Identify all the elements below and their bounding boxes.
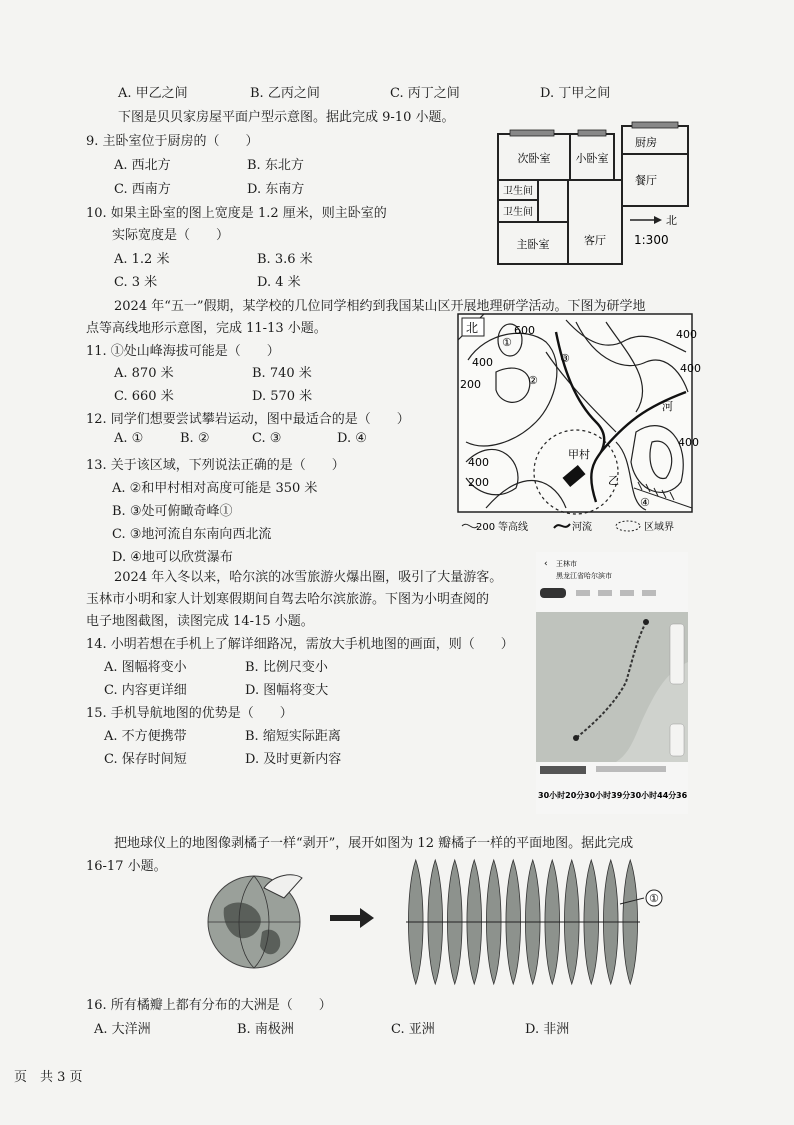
fp-room-8: 客厅 bbox=[584, 234, 606, 247]
fp-room-2: 小卧室 bbox=[575, 152, 609, 165]
q10-c: C. 3 米 bbox=[114, 275, 158, 290]
contour-400-d: 400 bbox=[468, 456, 489, 469]
fp-room-1: 次卧室 bbox=[517, 152, 551, 165]
arrow-right-icon bbox=[330, 908, 376, 928]
fp-scale: 1:300 bbox=[634, 233, 669, 247]
legend-contour-value: 200 bbox=[476, 522, 496, 533]
q12-c: C. ③ bbox=[252, 431, 282, 446]
intro-16-17-line1: 把地球仪上的地图像剥橘子一样“剥开”，展开如图为 12 瓣橘子一样的平面地图。据此完成 bbox=[114, 836, 634, 851]
page-footer: 页 共 3 页 bbox=[14, 1070, 83, 1085]
phone-time-3: 30小时44分 bbox=[630, 791, 677, 800]
q14-c: C. 内容更详细 bbox=[104, 683, 187, 698]
phone-from: 王林市 bbox=[556, 560, 577, 568]
village-label: 甲村 bbox=[568, 448, 590, 461]
fp-room-5: 卫生间 bbox=[503, 186, 533, 197]
q11-b: B. 740 米 bbox=[252, 366, 312, 381]
q10-stem-2: 实际宽度是（ ） bbox=[112, 228, 230, 243]
q9-a: A. 西北方 bbox=[114, 158, 171, 173]
north-arrow-icon bbox=[630, 216, 662, 224]
intro-11-13-line1: 2024 年“五一”假期，某学校的几位同学相约到我国某山区开展地理研学活动。下图为研学地 bbox=[114, 299, 646, 314]
q15-a: A. 不方便携带 bbox=[104, 729, 187, 744]
legend-river: 河流 bbox=[572, 522, 592, 533]
yi-label: 乙 bbox=[608, 474, 619, 487]
q9-stem: 9. 主卧室位于厨房的（ ） bbox=[86, 134, 259, 149]
globe-marker-1: ① bbox=[649, 892, 659, 905]
q12-a: A. ① bbox=[114, 431, 144, 446]
q15-d: D. 及时更新内容 bbox=[245, 752, 342, 767]
phone-map-screenshot bbox=[536, 552, 688, 814]
q16-b: B. 南极洲 bbox=[237, 1022, 294, 1037]
q10-a: A. 1.2 米 bbox=[114, 252, 170, 267]
q12-stem: 12. 同学们想要尝试攀岩运动，图中最适合的是（ ） bbox=[86, 412, 410, 427]
q10-b: B. 3.6 米 bbox=[257, 252, 313, 267]
fp-north: 北 bbox=[666, 214, 677, 227]
marker-3: ③ bbox=[560, 352, 570, 365]
phone-back-icon[interactable]: ‹ bbox=[544, 559, 548, 569]
contour-400-b: 400 bbox=[680, 362, 701, 375]
q13-c: C. ③地河流自东南向西北流 bbox=[112, 527, 272, 542]
q14-stem: 14. 小明若想在手机上了解详细路况，需放大手机地图的画面，则（ ） bbox=[86, 637, 514, 652]
intro-14-15-line2: 玉林市小明和家人计划寒假期间自驾去哈尔滨旅游。下图为小明查阅的 bbox=[86, 592, 490, 607]
q14-b: B. 比例尺变小 bbox=[245, 660, 328, 675]
contour-north: 北 bbox=[466, 321, 479, 335]
q10-stem-1: 10. 如果主卧室的图上宽度是 1.2 厘米，则主卧室的 bbox=[86, 206, 387, 221]
q9-c: C. 西南方 bbox=[114, 182, 171, 197]
marker-4: ④ bbox=[640, 496, 650, 509]
intro-16-17-line2: 16-17 小题。 bbox=[86, 859, 167, 874]
floorplan-figure bbox=[496, 120, 692, 266]
globe-figure bbox=[204, 868, 308, 972]
legend-boundary: 区域界 bbox=[644, 522, 674, 533]
contour-400-e: 400 bbox=[678, 436, 699, 449]
q16-c: C. 亚洲 bbox=[391, 1022, 435, 1037]
orange-peel-map-figure bbox=[406, 858, 678, 986]
q16-stem: 16. 所有橘瓣上都有分布的大洲是（ ） bbox=[86, 998, 332, 1013]
q14-d: D. 图幅将变大 bbox=[245, 683, 329, 698]
contour-map-figure bbox=[456, 312, 701, 538]
contour-400-c: 400 bbox=[472, 356, 493, 369]
q12-b: B. ② bbox=[180, 431, 210, 446]
q13-d: D. ④地可以欣赏瀑布 bbox=[112, 550, 233, 565]
q11-c: C. 660 米 bbox=[114, 389, 174, 404]
contour-200-a: 200 bbox=[460, 378, 481, 391]
q14-a: A. 图幅将变小 bbox=[104, 660, 187, 675]
q13-a: A. ②和甲村相对高度可能是 350 米 bbox=[112, 481, 318, 496]
legend-contour: 等高线 bbox=[498, 522, 528, 533]
q15-c: C. 保存时间短 bbox=[104, 752, 187, 767]
intro-14-15-line3: 电子地图截图，读图完成 14-15 小题。 bbox=[86, 614, 314, 629]
q9-b: B. 东北方 bbox=[247, 158, 304, 173]
marker-2: ② bbox=[528, 374, 538, 387]
river-label: 河 bbox=[662, 400, 673, 413]
phone-time-1: 30小时20分 bbox=[538, 791, 585, 800]
option-b: B. 乙丙之间 bbox=[250, 86, 320, 101]
q10-d: D. 4 米 bbox=[257, 275, 301, 290]
q9-d: D. 东南方 bbox=[247, 182, 305, 197]
intro-14-15-line1: 2024 年入冬以来，哈尔滨的冰雪旅游火爆出圈，吸引了大量游客。 bbox=[114, 570, 503, 585]
phone-to: 黑龙江省哈尔滨市 bbox=[556, 572, 612, 580]
q15-b: B. 缩短实际距离 bbox=[245, 729, 341, 744]
q11-d: D. 570 米 bbox=[252, 389, 313, 404]
fp-room-4: 餐厅 bbox=[635, 174, 657, 187]
q13-stem: 13. 关于该区域，下列说法正确的是（ ） bbox=[86, 458, 345, 473]
q11-stem: 11. ①处山峰海拔可能是（ ） bbox=[86, 344, 280, 359]
q13-b: B. ③处可俯瞰奇峰① bbox=[112, 504, 233, 519]
marker-1: ① bbox=[502, 336, 512, 349]
fp-room-3: 厨房 bbox=[635, 136, 657, 149]
q16-d: D. 非洲 bbox=[525, 1022, 570, 1037]
phone-time-2: 30小时39分 bbox=[584, 791, 631, 800]
contour-200-b: 200 bbox=[468, 476, 489, 489]
q15-stem: 15. 手机导航地图的优势是（ ） bbox=[86, 706, 293, 721]
q11-a: A. 870 米 bbox=[114, 366, 174, 381]
contour-600: 600 bbox=[514, 324, 535, 337]
option-c: C. 丙丁之间 bbox=[390, 86, 460, 101]
intro-9-10: 下图是贝贝家房屋平面户型示意图。据此完成 9-10 小题。 bbox=[118, 110, 455, 125]
q12-d: D. ④ bbox=[337, 431, 367, 446]
intro-11-13-line2: 点等高线地形示意图，完成 11-13 小题。 bbox=[86, 321, 327, 336]
fp-room-6: 卫生间 bbox=[503, 207, 533, 218]
option-d: D. 丁甲之间 bbox=[540, 86, 611, 101]
q16-a: A. 大洋洲 bbox=[94, 1022, 151, 1037]
phone-time-4: 36 bbox=[676, 791, 688, 800]
fp-room-7: 主卧室 bbox=[516, 238, 550, 251]
contour-400-a: 400 bbox=[676, 328, 697, 341]
option-a: A. 甲乙之间 bbox=[118, 86, 188, 101]
